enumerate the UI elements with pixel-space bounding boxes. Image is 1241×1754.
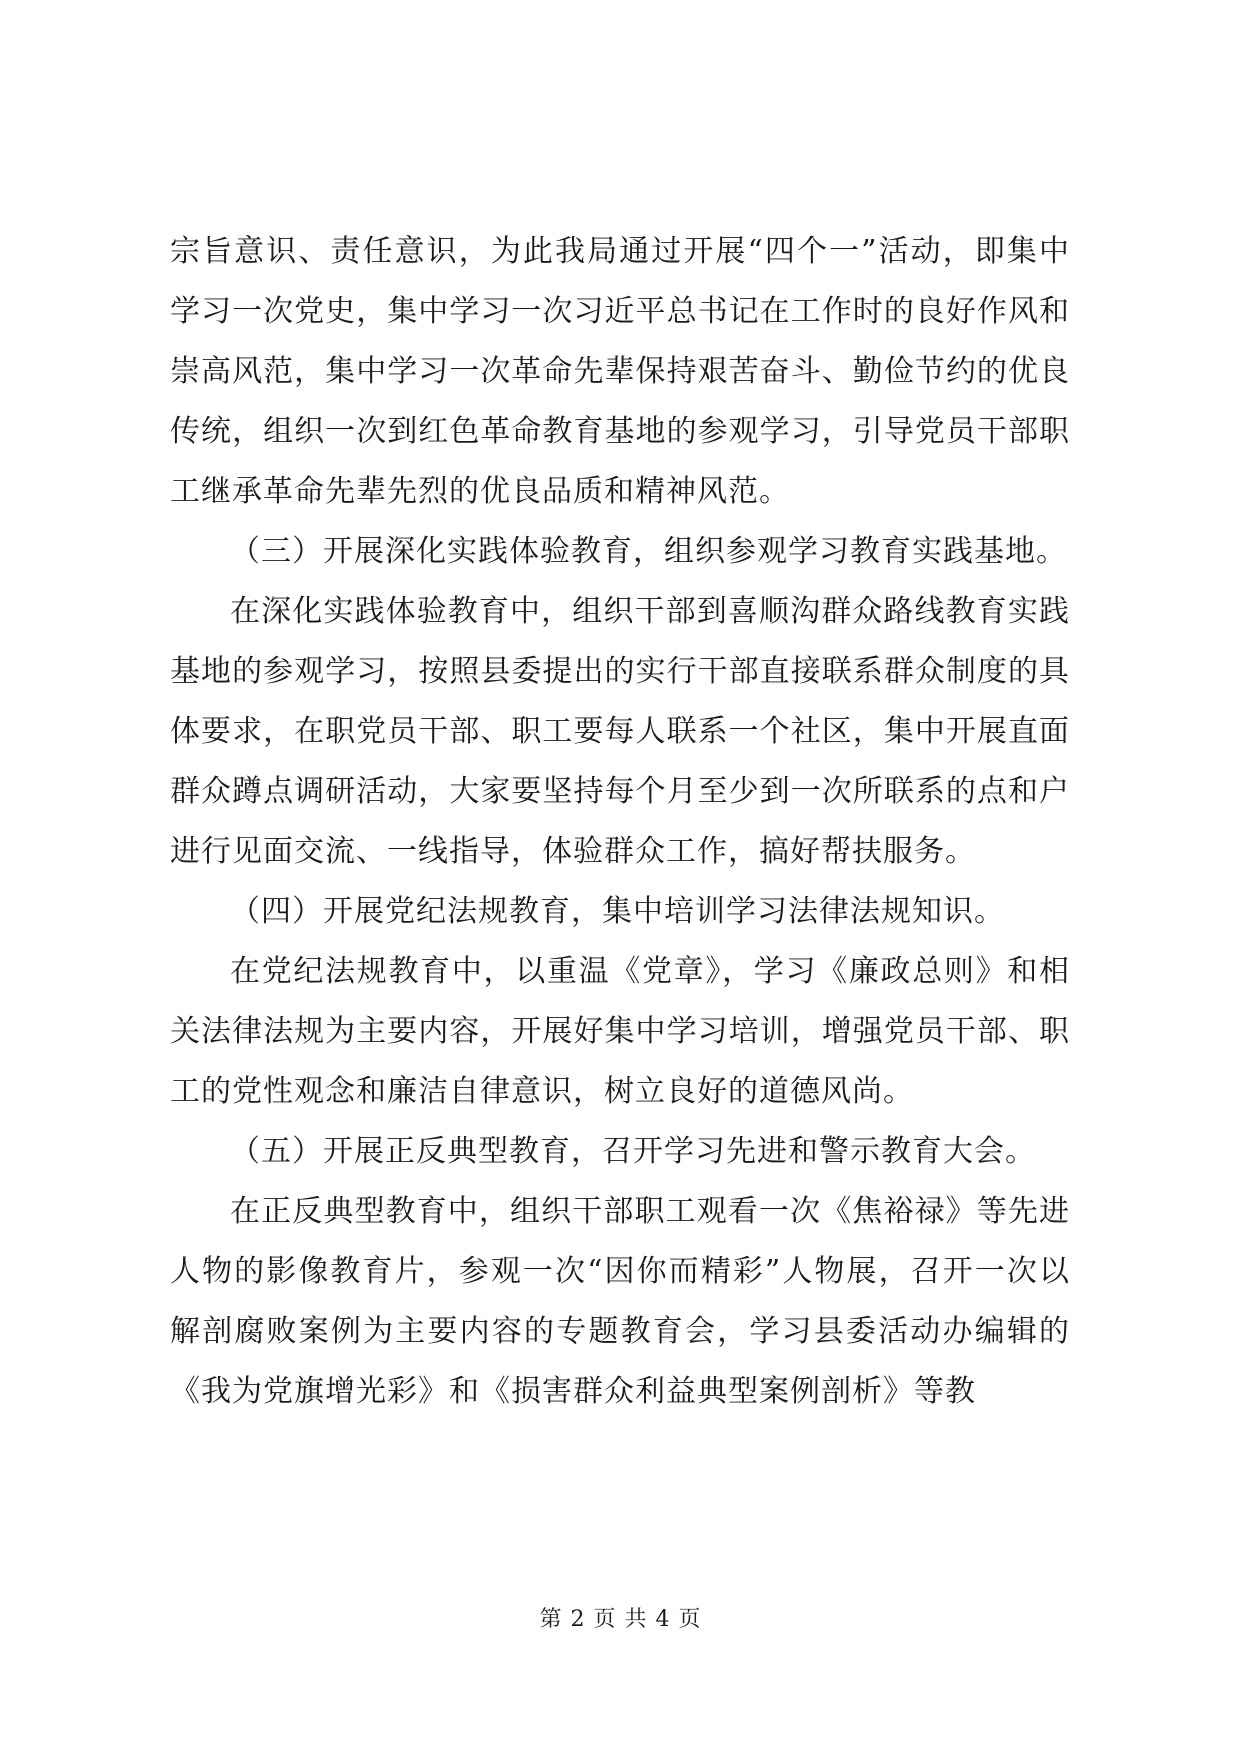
paragraph-continuation: 宗旨意识、责任意识，为此我局通过开展“四个一”活动，即集中学习一次党史，集中学习一次习近平总书记在工作时的良好作风和崇高风范，集中学习一次革命先辈保持艰苦奋斗、勤俭节约的优良传统，组织一次到红色革命教育基地的参观学习，引导党员干部职工继承革命先辈先烈的优良品质和精神风范。: [170, 234, 1070, 509]
document-body: [170, 222, 1070, 1422]
page-number-footer: 第 2 页 共 4 页: [539, 1607, 702, 1632]
section-heading-3: （三）开展深化实践体验教育，组织参观学习教育实践基地。: [230, 534, 1067, 569]
section-heading-4: （四）开展党纪法规教育，集中培训学习法律法规知识。: [230, 894, 1005, 929]
section-heading-5: （五）开展正反典型教育，召开学习先进和警示教育大会。: [230, 1134, 1036, 1169]
paragraph-practice-education: 在深化实践体验教育中，组织干部到喜顺沟群众路线教育实践基地的参观学习，按照县委提出的实行干部直接联系群众制度的具体要求，在职党员干部、职工要每人联系一个社区，集中开展直面群众蹲点调研活动，大家要坚持每个月至少到一次所联系的点和户进行见面交流、一线指导，体验群众工作，搞好帮扶服务。: [170, 594, 1070, 869]
paragraph-discipline-education: 在党纪法规教育中，以重温《党章》，学习《廉政总则》和相关法律法规为主要内容，开展好集中学习培训，增强党员干部、职工的党性观念和廉洁自律意识，树立良好的道德风尚。: [170, 954, 1070, 1109]
paragraph-typical-education: 在正反典型教育中，组织干部职工观看一次《焦裕禄》等先进人物的影像教育片，参观一次“因你而精彩”人物展，召开一次以解剖腐败案例为主要内容的专题教育会，学习县委活动办编辑的《我为党旗增光彩》和《损害群众利益典型案例剖析》等教: [170, 1194, 1070, 1409]
